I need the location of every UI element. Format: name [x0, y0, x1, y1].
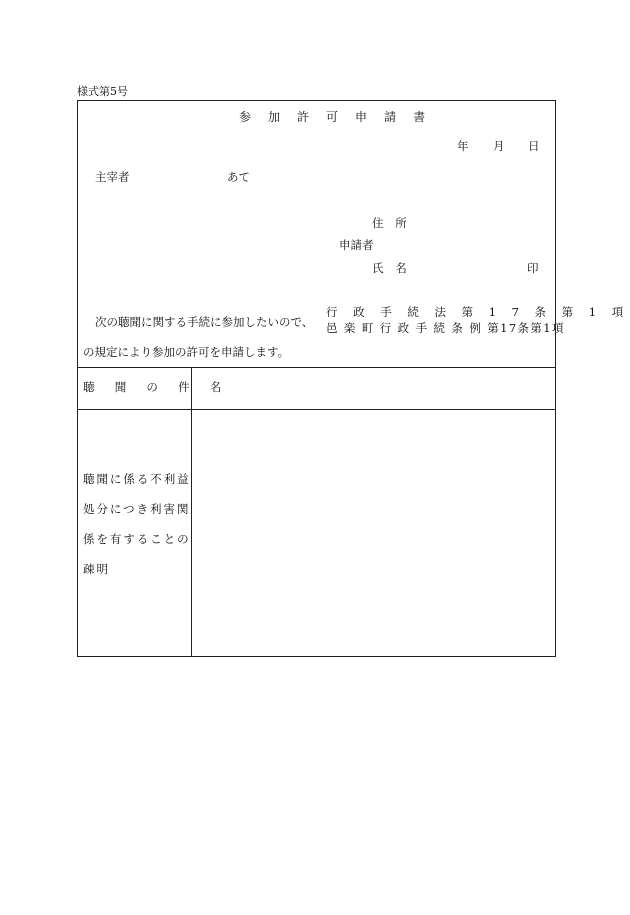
- addressee-suffix: あて: [227, 170, 250, 184]
- addressee-label: 主宰者: [95, 170, 130, 184]
- interest-reason-label-line: 処分につき利害関: [83, 502, 191, 516]
- table-column-divider: [191, 367, 192, 657]
- interest-reason-label-line: 係を有することの: [83, 532, 191, 546]
- name-label: 氏 名: [372, 261, 411, 275]
- request-intro: 次の聴聞に関する手続に参加したいので、: [95, 315, 314, 329]
- date-month-label: 月: [493, 139, 505, 153]
- seal-mark: 印: [527, 261, 539, 275]
- form-title: 参 加 許 可 申 請 書: [239, 110, 432, 124]
- request-closing: の規定により参加の許可を申請します。: [83, 345, 290, 359]
- table-middle-rule: [77, 409, 556, 410]
- form-number: 様式第5号: [77, 85, 128, 98]
- date-year-label: 年: [457, 139, 469, 153]
- interest-reason-label-line: 疎明: [83, 562, 110, 576]
- applicant-label: 申請者: [339, 238, 374, 252]
- address-label: 住 所: [372, 216, 411, 230]
- law-reference-1: 行 政 手 続 法 第 1 7 条 第 1 項: [326, 305, 630, 319]
- interest-reason-label-line: 聴聞に係る不利益: [83, 472, 191, 486]
- law-reference-2: 邑 楽 町 行 政 手 続 条 例 第17条第1項: [326, 321, 565, 335]
- table-top-rule: [77, 367, 556, 368]
- case-name-label: 聴 聞 の 件 名: [83, 380, 230, 394]
- date-day-label: 日: [528, 139, 540, 153]
- interest-reason-label: [83, 474, 191, 594]
